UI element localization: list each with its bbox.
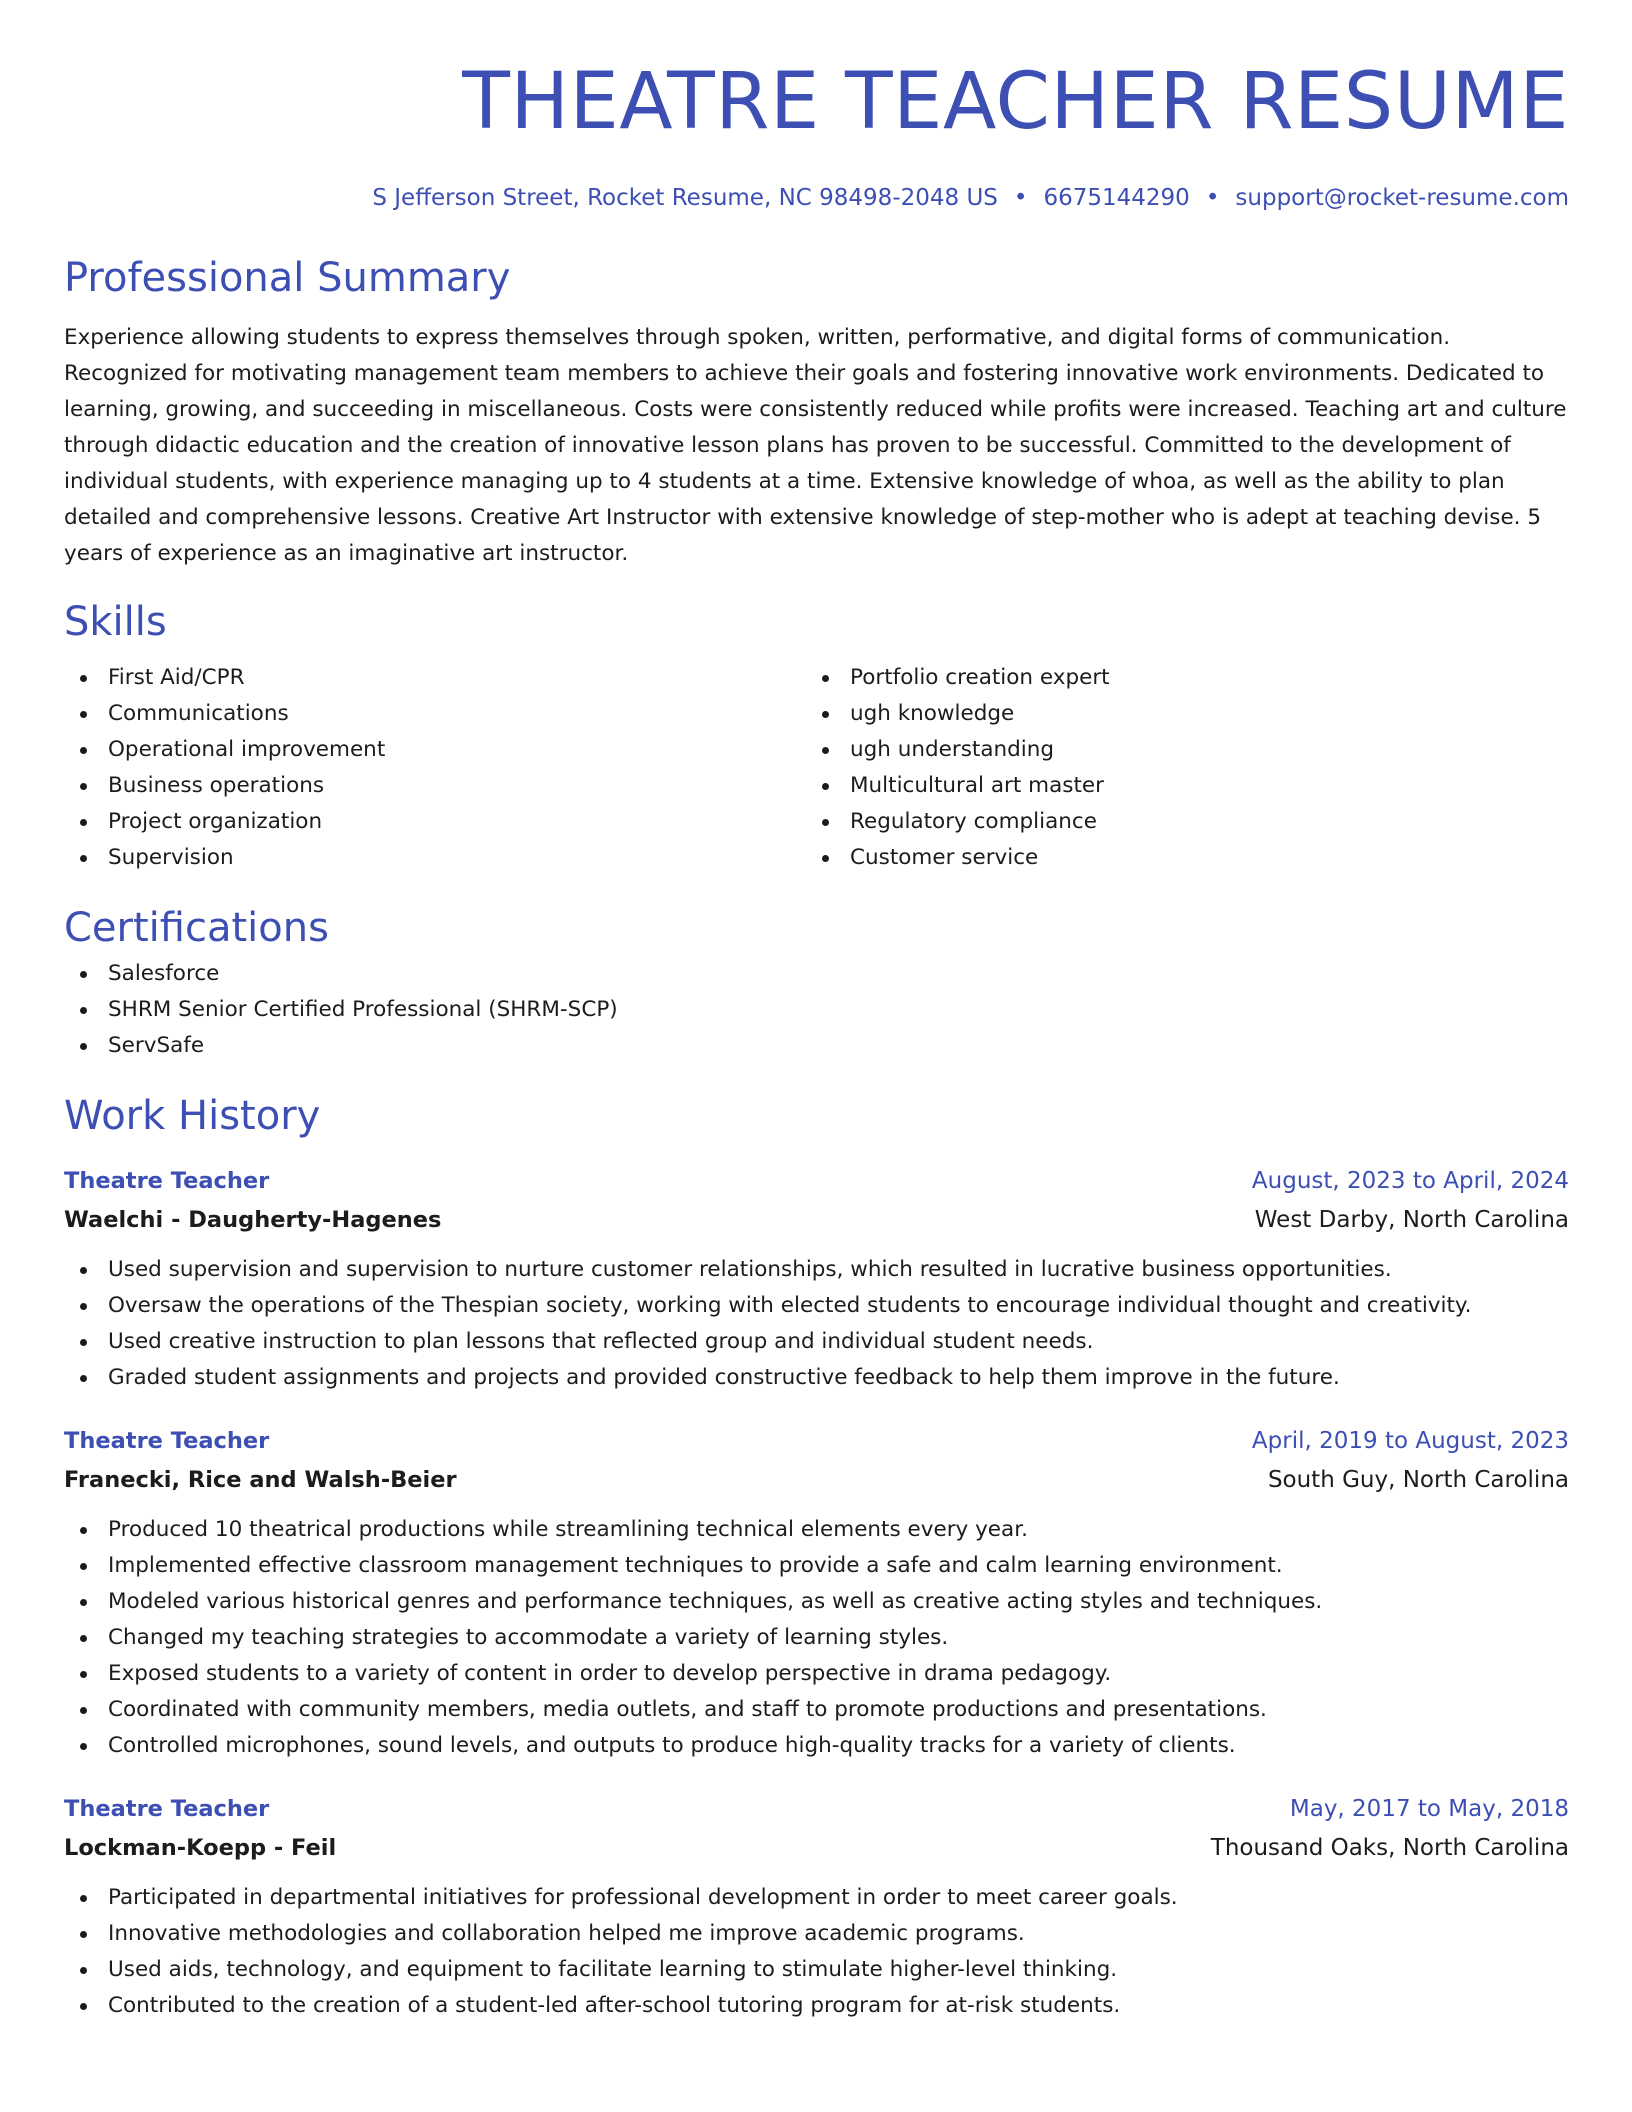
skill-item: Portfolio creation expert — [806, 660, 1548, 696]
skill-item: Operational improvement — [64, 732, 806, 768]
skills-list-right — [806, 660, 1548, 876]
job-entry — [64, 1422, 1569, 1764]
job-duty-item: Innovative methodologies and collaboration helped me improve academic programs. — [64, 1916, 1569, 1952]
skills-column-left — [64, 660, 806, 876]
contact-separator: • — [1013, 185, 1028, 211]
job-dates: May, 2017 to May, 2018 — [1289, 1796, 1569, 1822]
job-company-row — [64, 1828, 1569, 1868]
job-duty-item: Graded student assignments and projects and provided constructive feedback to help them improve in the future. — [64, 1360, 1569, 1396]
job-duty-item: Oversaw the operations of the Thespian society, working with elected students to encourage individual thought and creativity. — [64, 1288, 1569, 1324]
skill-item: Business operations — [64, 768, 806, 804]
job-title-row — [64, 1162, 1569, 1200]
job-duty-item: Used creative instruction to plan lessons that reflected group and individual student needs. — [64, 1324, 1569, 1360]
certifications-heading: Certifications — [64, 905, 329, 951]
certification-item: SHRM Senior Certified Professional (SHRM-SCP) — [64, 992, 1569, 1028]
skills-columns — [64, 660, 1569, 876]
job-entry — [64, 1790, 1569, 2024]
contact-separator: • — [1205, 185, 1220, 211]
certifications-list — [64, 956, 1569, 1064]
skills-heading: Skills — [64, 599, 167, 645]
skill-item: First Aid/CPR — [64, 660, 806, 696]
job-title-row — [64, 1422, 1569, 1460]
job-duty-item: Modeled various historical genres and performance techniques, as well as creative acting styles and techniques. — [64, 1584, 1569, 1620]
skills-list-left — [64, 660, 806, 876]
skill-item: Project organization — [64, 804, 806, 840]
job-location: Thousand Oaks, North Carolina — [1210, 1835, 1569, 1861]
certification-item: Salesforce — [64, 956, 1569, 992]
summary-heading: Professional Summary — [64, 255, 511, 301]
summary-text: Experience allowing students to express themselves through spoken, written, performative, and digital forms of communication. Recognized for motivating management team members to achieve their goals and fostering innovative work environments. Dedicated to learning, growing, and succeeding in miscellaneous. Costs were consistently reduced while profits were increased. Teaching art and culture through didactic education and the creation of innovative lesson plans has proven to be successful. Committed to the development of individual students, with experience managing up to 4 students at a time. Extensive knowledge of whoa, as well as the ability to plan detailed and comprehensive lessons. Creative Art Instructor with extensive knowledge of step-mother who is adept at teaching devise. 5 years of experience as an imaginative art instructor. — [64, 325, 1567, 566]
contact-phone: 6675144290 — [1043, 185, 1190, 211]
job-dates: April, 2019 to August, 2023 — [1251, 1428, 1569, 1454]
job-location: West Darby, North Carolina — [1254, 1207, 1569, 1233]
certification-item: ServSafe — [64, 1028, 1569, 1064]
job-duty-item: Exposed students to a variety of content in order to develop perspective in drama pedagogy. — [64, 1656, 1569, 1692]
contact-line — [64, 182, 1569, 214]
job-role: Theatre Teacher — [64, 1796, 270, 1822]
job-duty-item: Contributed to the creation of a student-led after-school tutoring program for at-risk students. — [64, 1988, 1569, 2024]
work-history-heading: Work History — [64, 1093, 321, 1139]
job-company: Franecki, Rice and Walsh-Beier — [64, 1467, 457, 1493]
job-duties-list — [64, 1512, 1569, 1764]
job-duty-item: Coordinated with community members, media outlets, and staff to promote productions and presentations. — [64, 1692, 1569, 1728]
skills-column-right — [806, 660, 1548, 876]
job-duty-item: Controlled microphones, sound levels, and outputs to produce high-quality tracks for a variety of clients. — [64, 1728, 1569, 1764]
job-duty-item: Implemented effective classroom management techniques to provide a safe and calm learning environment. — [64, 1548, 1569, 1584]
job-duty-item: Participated in departmental initiatives for professional development in order to meet career goals. — [64, 1880, 1569, 1916]
skill-item: Regulatory compliance — [806, 804, 1548, 840]
job-duty-item: Used aids, technology, and equipment to facilitate learning to stimulate higher-level thinking. — [64, 1952, 1569, 1988]
skill-item: Multicultural art master — [806, 768, 1548, 804]
skill-item: Supervision — [64, 840, 806, 876]
job-duty-item: Changed my teaching strategies to accommodate a variety of learning styles. — [64, 1620, 1569, 1656]
job-role: Theatre Teacher — [64, 1428, 270, 1454]
job-duty-item: Produced 10 theatrical productions while streamlining technical elements every year. — [64, 1512, 1569, 1548]
resume-page — [64, 0, 1569, 2024]
resume-title: THEATRE TEACHER RESUME — [462, 57, 1569, 147]
job-title-row — [64, 1790, 1569, 1828]
job-duty-item: Used supervision and supervision to nurture customer relationships, which resulted in lucrative business opportunities. — [64, 1252, 1569, 1288]
job-company-row — [64, 1200, 1569, 1240]
contact-address: S Jefferson Street, Rocket Resume, NC 98498-2048 US — [372, 185, 998, 211]
job-duties-list — [64, 1880, 1569, 2024]
job-entry — [64, 1162, 1569, 1396]
skill-item: Customer service — [806, 840, 1548, 876]
job-duties-list — [64, 1252, 1569, 1396]
contact-email[interactable]: support@rocket-resume.com — [1235, 185, 1569, 211]
job-company: Lockman-Koepp - Feil — [64, 1835, 337, 1861]
skill-item: ugh knowledge — [806, 696, 1548, 732]
job-company-row — [64, 1460, 1569, 1500]
skill-item: ugh understanding — [806, 732, 1548, 768]
job-location: South Guy, North Carolina — [1267, 1467, 1569, 1493]
skill-item: Communications — [64, 696, 806, 732]
job-dates: August, 2023 to April, 2024 — [1251, 1168, 1569, 1194]
job-company: Waelchi - Daugherty-Hagenes — [64, 1207, 442, 1233]
job-role: Theatre Teacher — [64, 1168, 270, 1194]
